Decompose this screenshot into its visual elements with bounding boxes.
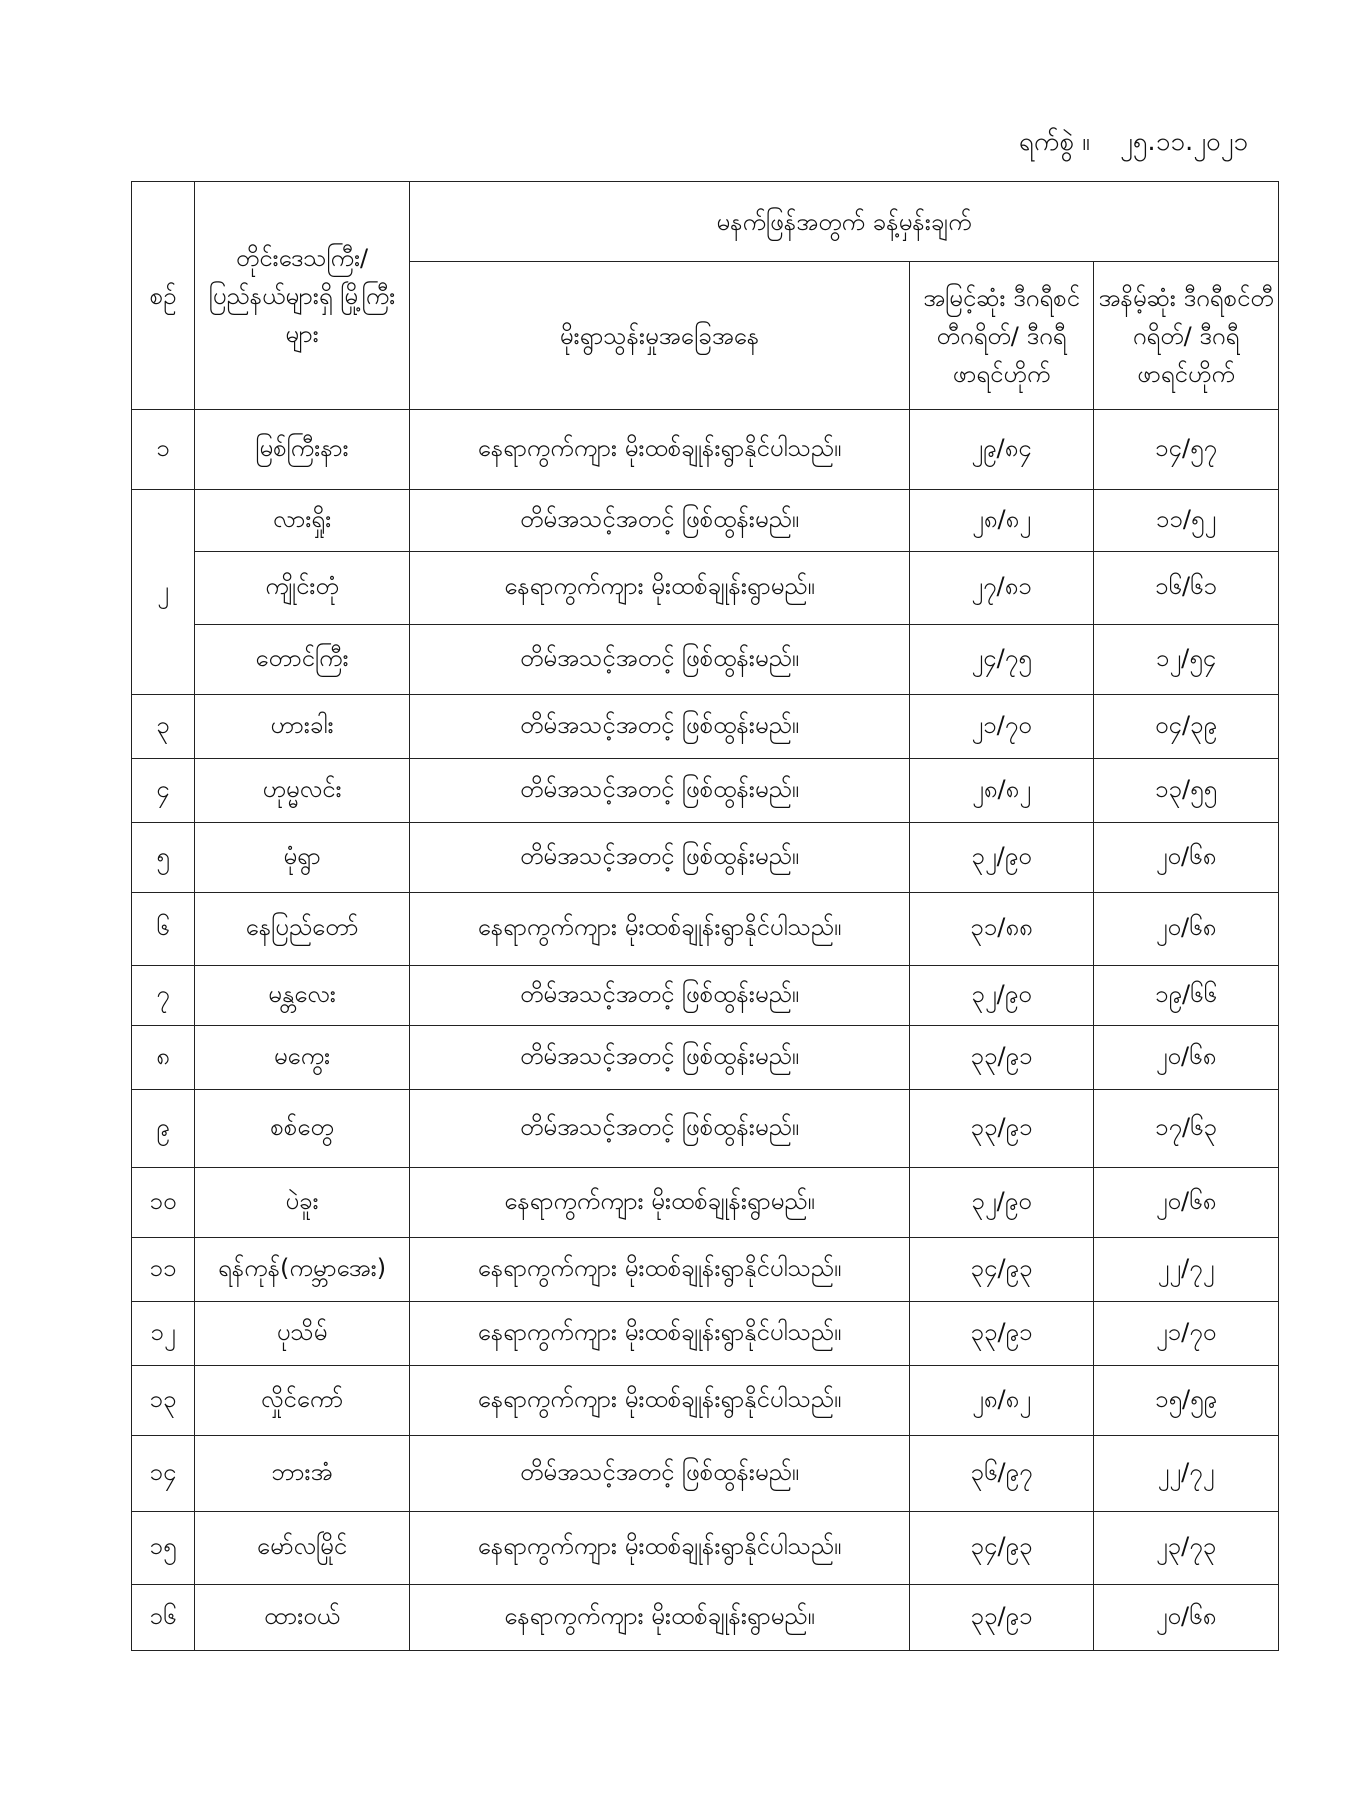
table-row (132, 410, 1279, 490)
max-temp: ၂၉/၈၄ (910, 410, 1094, 490)
table-row (132, 823, 1279, 893)
rain-condition: တိမ်အသင့်အတင့် ဖြစ်ထွန်းမည်။ (410, 1026, 910, 1090)
max-temp: ၂၈/၈၂ (910, 759, 1094, 823)
max-temp: ၃၃/၉၁ (910, 1090, 1094, 1168)
table-row (132, 1512, 1279, 1585)
min-temp: ၁၁/၅၂ (1094, 490, 1279, 552)
max-temp: ၃၄/၉၃ (910, 1512, 1094, 1585)
rain-condition: နေရာကွက်ကျား မိုးထစ်ချုန်းရွာနိုင်ပါသည်။ (410, 1512, 910, 1585)
row-number: ၁၀ (132, 1168, 195, 1238)
min-temp: ၂၂/၇၂ (1094, 1436, 1279, 1512)
rain-condition: နေရာကွက်ကျား မိုးထစ်ချုန်းရွာမည်။ (410, 552, 910, 625)
min-temp: ၀၄/၃၉ (1094, 695, 1279, 759)
city-name: နေပြည်တော် (195, 893, 410, 966)
max-temp: ၃၄/၉၃ (910, 1238, 1094, 1302)
table-row (132, 1168, 1279, 1238)
header-rain-condition: မိုးရွာသွန်းမှုအခြေအနေ (410, 262, 910, 410)
city-name: ထားဝယ် (195, 1585, 410, 1651)
city-name: တောင်ကြီး (195, 625, 410, 695)
header-serial-no: စဉ် (132, 182, 195, 410)
row-number: ၆ (132, 893, 195, 966)
rain-condition: တိမ်အသင့်အတင့် ဖြစ်ထွန်းမည်။ (410, 1436, 910, 1512)
max-temp: ၂၁/၇၀ (910, 695, 1094, 759)
row-number: ၁၃ (132, 1366, 195, 1436)
row-number: ၁ (132, 410, 195, 490)
city-name: မြစ်ကြီးနား (195, 410, 410, 490)
max-temp: ၃၂/၉၀ (910, 1168, 1094, 1238)
row-number: ၃ (132, 695, 195, 759)
min-temp: ၁၄/၅၇ (1094, 410, 1279, 490)
city-name: ဘားအံ (195, 1436, 410, 1512)
max-temp: ၂၇/၈၁ (910, 552, 1094, 625)
min-temp: ၁၅/၅၉ (1094, 1366, 1279, 1436)
city-name: မန္တလေး (195, 966, 410, 1026)
min-temp: ၁၇/၆၃ (1094, 1090, 1279, 1168)
row-number: ၁၁ (132, 1238, 195, 1302)
rain-condition: နေရာကွက်ကျား မိုးထစ်ချုန်းရွာနိုင်ပါသည်။ (410, 1302, 910, 1366)
city-name: မုံရွာ (195, 823, 410, 893)
city-name: လှိုင်ကော် (195, 1366, 410, 1436)
table-row (132, 625, 1279, 695)
min-temp: ၁၉/၆၆ (1094, 966, 1279, 1026)
min-temp: ၂၀/၆၈ (1094, 1585, 1279, 1651)
rain-condition: နေရာကွက်ကျား မိုးထစ်ချုန်းရွာနိုင်ပါသည်။ (410, 1366, 910, 1436)
min-temp: ၂၀/၆၈ (1094, 1168, 1279, 1238)
weather-forecast-table (131, 181, 1279, 1651)
city-name: မော်လမြိုင် (195, 1512, 410, 1585)
min-temp: ၁၃/၅၅ (1094, 759, 1279, 823)
date-value: ၂၅.၁၁.၂၀၂၁ (1120, 127, 1248, 157)
min-temp: ၂၃/၇၃ (1094, 1512, 1279, 1585)
min-temp: ၂၀/၆၈ (1094, 823, 1279, 893)
city-name: ရန်ကုန်(ကမ္ဘာအေး) (195, 1238, 410, 1302)
table-row (132, 1026, 1279, 1090)
table-row (132, 695, 1279, 759)
table-row (132, 966, 1279, 1026)
city-name: ပုသိမ် (195, 1302, 410, 1366)
table-row (132, 1436, 1279, 1512)
header-max-temp: အမြင့်ဆုံး ဒီဂရီစင်တီဂရိတ်/ ဒီဂရီဖာရင်ဟိုက် (910, 262, 1094, 410)
max-temp: ၂၄/၇၅ (910, 625, 1094, 695)
date-label: ရက်စွဲ ။ (1018, 127, 1091, 157)
max-temp: ၂၈/၈၂ (910, 1366, 1094, 1436)
city-name: ဟုမ္မလင်း (195, 759, 410, 823)
row-number: ၄ (132, 759, 195, 823)
city-name: စစ်တွေ (195, 1090, 410, 1168)
table-row (132, 893, 1279, 966)
city-name: လားရှိုး (195, 490, 410, 552)
min-temp: ၂၀/၆၈ (1094, 893, 1279, 966)
row-number: ၁၆ (132, 1585, 195, 1651)
document-date (1019, 124, 1248, 163)
rain-condition: နေရာကွက်ကျား မိုးထစ်ချုန်းရွာနိုင်ပါသည်။ (410, 410, 910, 490)
rain-condition: နေရာကွက်ကျား မိုးထစ်ချုန်းရွာမည်။ (410, 1585, 910, 1651)
city-name: ဟားခါး (195, 695, 410, 759)
max-temp: ၃၃/၉၁ (910, 1026, 1094, 1090)
city-name: မကွေး (195, 1026, 410, 1090)
rain-condition: တိမ်အသင့်အတင့် ဖြစ်ထွန်းမည်။ (410, 823, 910, 893)
header-forecast-group: မနက်ဖြန်အတွက် ခန့်မှန်းချက် (410, 182, 1279, 262)
table-row (132, 490, 1279, 552)
city-name: ကျိုင်းတုံ (195, 552, 410, 625)
min-temp: ၂၂/၇၂ (1094, 1238, 1279, 1302)
rain-condition: နေရာကွက်ကျား မိုးထစ်ချုန်းရွာနိုင်ပါသည်။ (410, 1238, 910, 1302)
rain-condition: တိမ်အသင့်အတင့် ဖြစ်ထွန်းမည်။ (410, 1090, 910, 1168)
min-temp: ၂၀/၆၈ (1094, 1026, 1279, 1090)
table-row (132, 1585, 1279, 1651)
min-temp: ၁၆/၆၁ (1094, 552, 1279, 625)
rain-condition: တိမ်အသင့်အတင့် ဖြစ်ထွန်းမည်။ (410, 966, 910, 1026)
table-row (132, 759, 1279, 823)
row-number: ၁၅ (132, 1512, 195, 1585)
max-temp: ၃၃/၉၁ (910, 1585, 1094, 1651)
rain-condition: တိမ်အသင့်အတင့် ဖြစ်ထွန်းမည်။ (410, 490, 910, 552)
table-row (132, 1302, 1279, 1366)
rain-condition: တိမ်အသင့်အတင့် ဖြစ်ထွန်းမည်။ (410, 695, 910, 759)
table-row (132, 552, 1279, 625)
rain-condition: တိမ်အသင့်အတင့် ဖြစ်ထွန်းမည်။ (410, 759, 910, 823)
max-temp: ၃၁/၈၈ (910, 893, 1094, 966)
max-temp: ၃၃/၉၁ (910, 1302, 1094, 1366)
row-number: ၁၂ (132, 1302, 195, 1366)
max-temp: ၃၂/၉၀ (910, 823, 1094, 893)
row-number: ၂ (132, 490, 195, 695)
row-number: ၉ (132, 1090, 195, 1168)
header-min-temp: အနိမ့်ဆုံး ဒီဂရီစင်တီဂရိတ်/ ဒီဂရီဖာရင်ဟိုက် (1094, 262, 1279, 410)
row-number: ၁၄ (132, 1436, 195, 1512)
rain-condition: နေရာကွက်ကျား မိုးထစ်ချုန်းရွာမည်။ (410, 1168, 910, 1238)
min-temp: ၂၁/၇၀ (1094, 1302, 1279, 1366)
header-city: တိုင်းဒေသကြီး/ ပြည်နယ်များရှိ မြို့ကြီးများ (195, 182, 410, 410)
rain-condition: တိမ်အသင့်အတင့် ဖြစ်ထွန်းမည်။ (410, 625, 910, 695)
table-row (132, 1238, 1279, 1302)
max-temp: ၂၈/၈၂ (910, 490, 1094, 552)
table-row (132, 1090, 1279, 1168)
row-number: ၈ (132, 1026, 195, 1090)
row-number: ၇ (132, 966, 195, 1026)
min-temp: ၁၂/၅၄ (1094, 625, 1279, 695)
max-temp: ၃၆/၉၇ (910, 1436, 1094, 1512)
rain-condition: နေရာကွက်ကျား မိုးထစ်ချုန်းရွာနိုင်ပါသည်။ (410, 893, 910, 966)
max-temp: ၃၂/၉၀ (910, 966, 1094, 1026)
row-number: ၅ (132, 823, 195, 893)
city-name: ပဲခူး (195, 1168, 410, 1238)
table-row (132, 1366, 1279, 1436)
